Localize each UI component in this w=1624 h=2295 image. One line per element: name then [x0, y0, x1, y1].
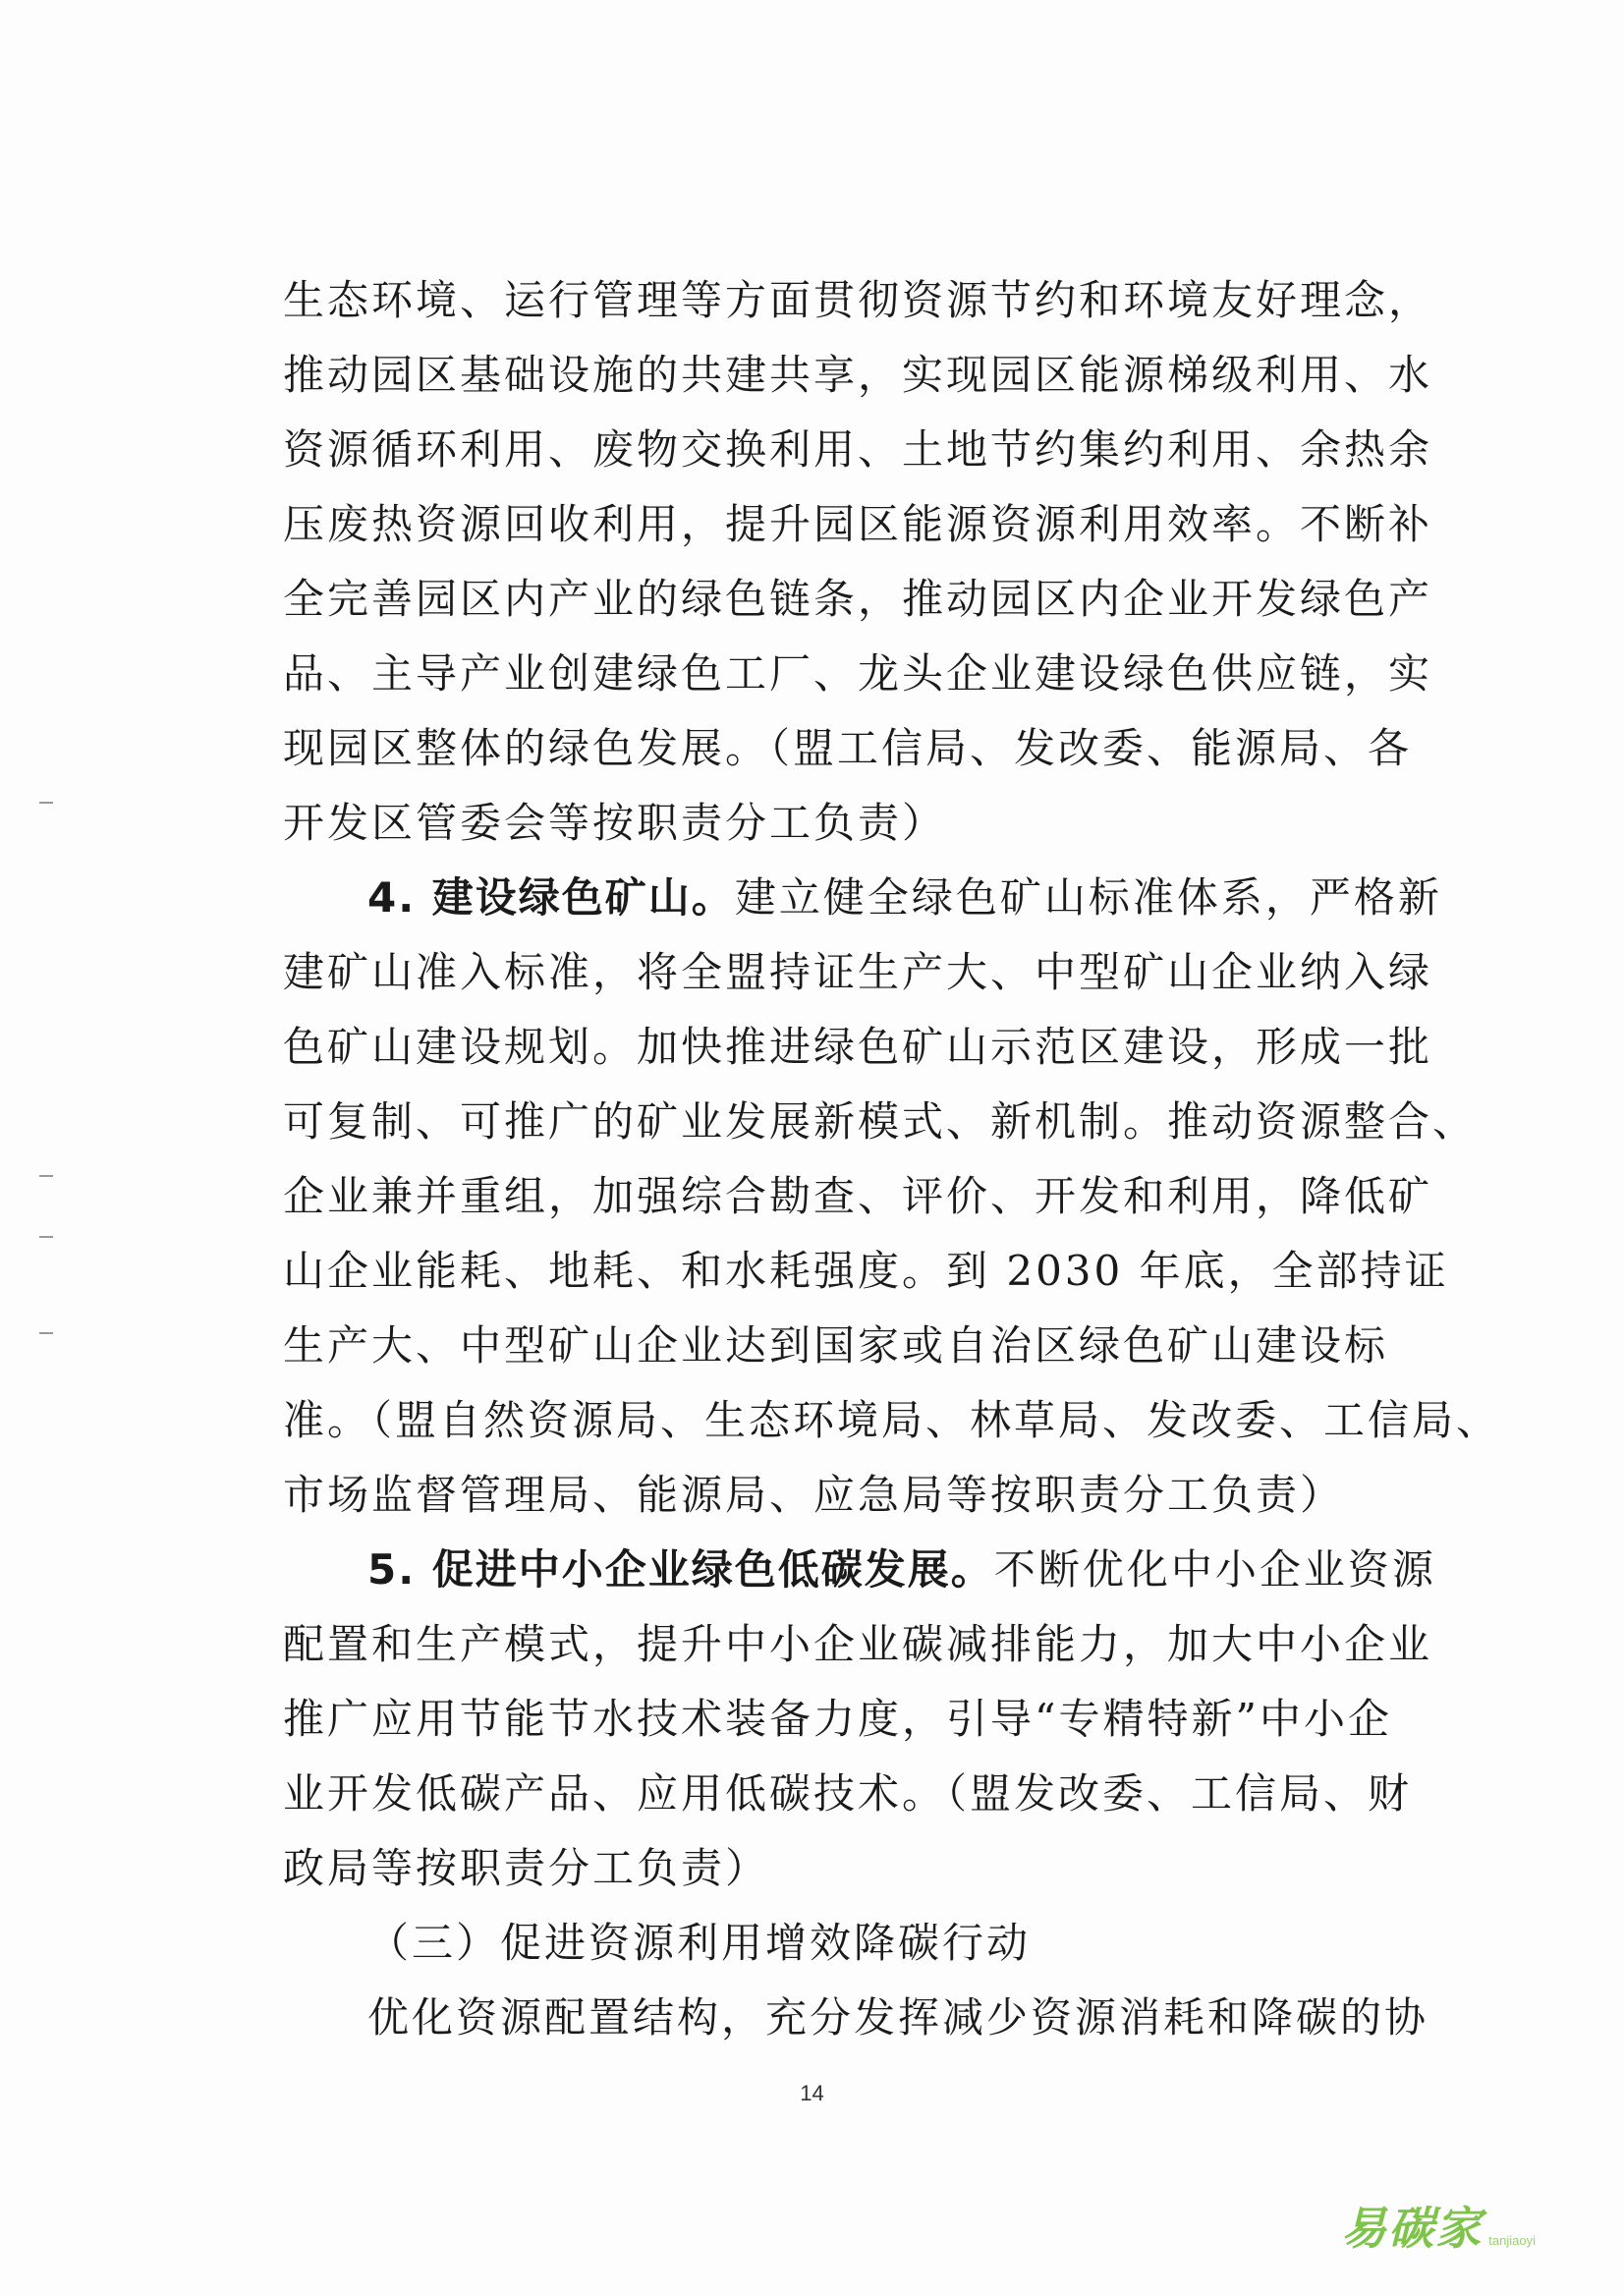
text-line: 推广应用节能节水技术装备力度，引导“专精特新”中小企	[283, 1695, 1392, 1743]
text-line: 开发区管委会等按职责分工负责）	[283, 799, 947, 847]
item-text: 不断优化中小企业资源	[993, 1545, 1436, 1594]
text-line: 优化资源配置结构，充分发挥减少资源消耗和降碳的协	[367, 1993, 1429, 2042]
text-line: 品、主导产业创建绿色工厂、龙头企业建设绿色供应链，实	[283, 649, 1433, 698]
scan-mark	[39, 1332, 53, 1334]
text-line: 企业兼并重组，加强综合勘查、评价、开发和利用，降低矿	[283, 1172, 1433, 1220]
text-line: 资源循环利用、废物交换利用、土地节约集约利用、余热余	[283, 425, 1433, 474]
text-line: 配置和生产模式，提升中小企业碳减排能力，加大中小企业	[283, 1620, 1433, 1668]
text-line: 山企业能耗、地耗、和水耗强度。到 2030 年底，全部持证	[283, 1247, 1449, 1295]
watermark-logo: 易碳家	[1341, 2202, 1484, 2255]
document-body	[283, 263, 1501, 2055]
text-line: 生产大、中型矿山企业达到国家或自治区绿色矿山建设标	[283, 1321, 1389, 1370]
text-line: 建矿山准入标准，将全盟持证生产大、中型矿山企业纳入绿	[283, 948, 1433, 996]
watermark	[1341, 2193, 1536, 2258]
text-line: 业开发低碳产品、应用低碳技术。（盟发改委、工信局、财	[283, 1769, 1413, 1818]
text-line: 市场监督管理局、能源局、应急局等按职责分工负责）	[283, 1471, 1345, 1519]
text-line: 现园区整体的绿色发展。（盟工信局、发改委、能源局、各	[283, 724, 1413, 772]
text-line: 准。（盟自然资源局、生态环境局、林草局、发改委、工信局、	[283, 1396, 1501, 1444]
paragraph-first-line	[283, 1533, 1436, 1607]
scan-mark	[39, 1236, 53, 1238]
text-line: 政局等按职责分工负责）	[283, 1844, 770, 1892]
watermark-url: tanjiaoyi	[1488, 2233, 1536, 2248]
page-number: 14	[800, 2081, 824, 2105]
scan-mark	[39, 1175, 53, 1177]
item-text: 建立健全绿色矿山标准体系，严格新	[734, 873, 1442, 922]
paragraph-first-line	[283, 861, 1442, 935]
text-line: 压废热资源回收利用，提升园区能源资源利用效率。不断补	[283, 500, 1433, 548]
scan-mark	[39, 802, 53, 804]
item-heading: 5. 促进中小企业绿色低碳发展。	[367, 1545, 994, 1594]
text-line: 色矿山建设规划。加快推进绿色矿山示范区建设，形成一批	[283, 1023, 1433, 1071]
text-line: 可复制、可推广的矿业发展新模式、新机制。推动资源整合、	[283, 1097, 1478, 1146]
item-heading: 4. 建设绿色矿山。	[367, 873, 735, 922]
text-line: 全完善园区内产业的绿色链条，推动园区内企业开发绿色产	[283, 575, 1433, 623]
text-line: 推动园区基础设施的共建共享，实现园区能源梯级利用、水	[283, 351, 1433, 399]
text-line: 生态环境、运行管理等方面贯彻资源节约和环境友好理念，	[283, 276, 1433, 324]
section-heading: （三）促进资源利用增效降碳行动	[367, 1919, 1032, 1967]
